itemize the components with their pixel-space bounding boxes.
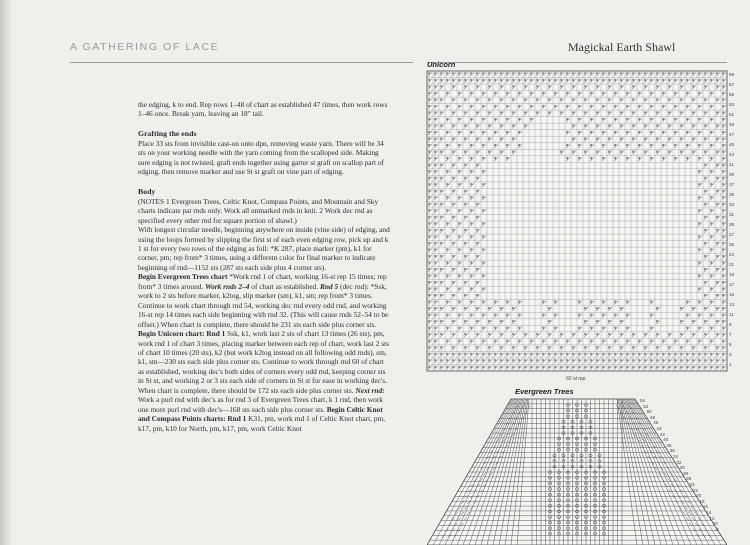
unicorn-lead: Begin Unicorn chart: Rnd 1: [138, 329, 226, 339]
body-instructions-paragraph: [138, 272, 390, 433]
unicorn-row-number: 19: [729, 272, 735, 277]
evergreen-row-number: 28: [682, 470, 689, 476]
unicorn-row-number: 23: [729, 252, 735, 257]
evergreen-row-number: 14: [706, 510, 712, 515]
unicorn-row-number: 25: [729, 242, 735, 247]
evergreen-row-number: 20: [696, 493, 702, 499]
evergreen-rnds: Work rnds 2–4: [205, 281, 250, 291]
evergreen-lead: Begin Evergreen Trees chart: [138, 272, 228, 282]
header-rule-right: [427, 62, 727, 63]
evergreen-row-number: 12: [709, 515, 715, 521]
body-heading: Body: [138, 186, 156, 196]
unicorn-row-number: 9: [729, 322, 732, 327]
evergreen-row-number: 18: [699, 498, 705, 504]
evergreen-text-a: *Work rnd 1 of chart, working 16-st rep 15 times; rep from* 3 times around.: [138, 272, 387, 291]
unicorn-row-number: 31: [729, 212, 735, 217]
unicorn-row-number: 41: [729, 162, 735, 167]
evergreen-rnd5: Rnd 5: [320, 281, 339, 291]
unicorn-text: Ssk, k1, work last 2 sts of chart 13 times (26 sts), pm, work rnd 1 of chart 3 times, placing marker between each rep of chart, work last 2 sts of chart 10 times (20 sts), k2 (but work k2tog instead on all following odd rnds), sm, k1, sm—230 sts each side plus corner sts. Continue to work through rnd 60 of chart as established, working dec's both sides of corners every odd rnd, keeping corner sts in St st, and working 2 or 3 sts each side of corners in St st for ease in working dec's. When chart is complete, there should be 172 sts each side plus corner sts.: [138, 329, 390, 395]
unicorn-row-number: 3: [729, 352, 732, 357]
unicorn-row-number: 27: [729, 232, 735, 237]
unicorn-row-number: 45: [729, 142, 735, 147]
evergreen-row-number: 10: [712, 521, 718, 527]
evergreen-row-number: 38: [666, 442, 672, 448]
evergreen-row-number: 36: [669, 448, 675, 454]
unicorn-row-number: 17: [729, 282, 735, 287]
grafting-heading: Grafting the ends: [138, 128, 197, 138]
unicorn-row-number: 29: [729, 222, 735, 227]
evergreen-chart-title: Evergreen Trees: [515, 387, 574, 396]
evergreen-row-number: 8: [716, 526, 719, 532]
unicorn-repeat-note: 60 st rep: [566, 376, 586, 382]
pickup-paragraph: With longest circular needle, beginning anywhere on inside (vine side) of edging, and using the loops formed by slipping the first st of each even edging row, pick up and k 1 st for every two rows of the edging as foll: *K 287, place marker (pm), k1 for corner, pm; rep from* 3 times, using a different color for final marker to indicate beginning of rnd—1152 sts (287 sts each side plus 4 corner sts).: [138, 225, 390, 272]
evergreen-row-number: 22: [692, 487, 698, 493]
unicorn-row-number: 53: [729, 102, 735, 107]
unicorn-row-number: 57: [729, 82, 735, 87]
evergreen-row-number: 54: [640, 398, 646, 403]
unicorn-row-number: 47: [729, 132, 735, 137]
unicorn-row-number: 11: [729, 312, 734, 317]
evergreen-row-number: 30: [679, 465, 685, 471]
evergreen-row-number: 32: [676, 459, 682, 465]
unicorn-row-number: 39: [729, 172, 735, 177]
unicorn-row-number: 15: [729, 292, 735, 297]
unicorn-row-number: 59: [729, 72, 735, 77]
unicorn-row-number: 7: [729, 332, 732, 337]
evergreen-row-number: 34: [673, 454, 679, 459]
unicorn-row-number: 33: [729, 202, 735, 207]
unicorn-row-number: 37: [729, 182, 735, 187]
evergreen-row-number: 46: [653, 420, 659, 426]
evergreen-text-c: (dec rnd): *Ssk, work to 2 sts before marker, k2tog, slip marker (sm), k1, sm; rep from* 3 times. Continue to work chart through rnd 54, working dec rnd every odd rnd, and working 16-st rep 14 times each side beginning with rnd 32. (This will cause rnds 52–54 to be offset.) When chart is complete, there should be 231 sts each side plus corner sts.: [138, 281, 389, 329]
evergreen-row-number: 16: [702, 504, 708, 510]
evergreen-row-number: 48: [649, 414, 656, 420]
unicorn-row-number: 55: [729, 92, 735, 97]
evergreen-row-number: 52: [643, 403, 649, 409]
evergreen-row-number: 44: [656, 426, 662, 431]
evergreen-row-number: 24: [689, 482, 695, 487]
unicorn-row-number: 13: [729, 302, 735, 307]
intro-paragraph: the edging, k to end. Rep rows 1–48 of chart as established 47 times, then work rows 1–46 once. Break yarn, leaving an 18" tail.: [138, 100, 388, 119]
evergreen-row-number: 50: [646, 409, 652, 415]
page-gutter-shadow: [0, 0, 12, 545]
unicorn-row-number: 35: [729, 192, 735, 197]
celtic-text: K31, pm, work rnd 1 of Celtic Knot chart, pm, k17, pm, k10 for North, pm, k17, pm, work Celtic Knot: [138, 414, 386, 433]
unicorn-chart-title: Unicorn: [427, 60, 456, 69]
unicorn-row-number: 49: [729, 122, 735, 127]
unicorn-row-number: 51: [729, 112, 735, 117]
celtic-lead: Begin Celtic Knot and Compass Points charts: Rnd 1: [138, 404, 383, 424]
running-head-right: Magickal Earth Shawl: [568, 40, 676, 54]
unicorn-row-number: 5: [729, 342, 732, 347]
unicorn-row-number: 1: [729, 362, 732, 367]
next-rnd-text: Work a purl rnd with dec's as for rnd 3 of Evergreen Trees chart, k 1 rnd, then work one more purl rnd with dec's—168 sts each side plus corner sts.: [138, 395, 383, 414]
notes-paragraph: (NOTES 1 Evergreen Trees, Celtic Knot, Compass Points, and Mountain and Sky charts indicate pat rnds only. Work all unmarked rnds in knit. 2 Work dec rnd as specified every other rnd for square portion of shawl.): [138, 196, 379, 225]
evergreen-row-number: 40: [663, 437, 669, 443]
evergreen-text-b: of chart as established.: [249, 281, 321, 291]
unicorn-chart: [426, 70, 728, 372]
next-rnd-lead: Next rnd:: [355, 385, 385, 395]
unicorn-row-number: 43: [729, 152, 735, 157]
evergreen-row-number: 42: [659, 431, 665, 437]
instructions-column: [138, 100, 390, 433]
unicorn-row-number: 21: [729, 262, 735, 267]
evergreen-row-number: 26: [686, 476, 692, 482]
grafting-paragraph: Place 33 sts from invisible cast-on onto dpn, removing waste yarn. There will be 34 sts on your working needle with the yarn coming from the scalloped side. Making sure edging is not twisted, graft ends together using garter st graft on scallop part of edging, then remove marker and use St st graft on vine part of edging.: [138, 138, 384, 177]
header-rule-left: [70, 62, 413, 63]
running-head-left: A GATHERING OF LACE: [70, 41, 220, 53]
